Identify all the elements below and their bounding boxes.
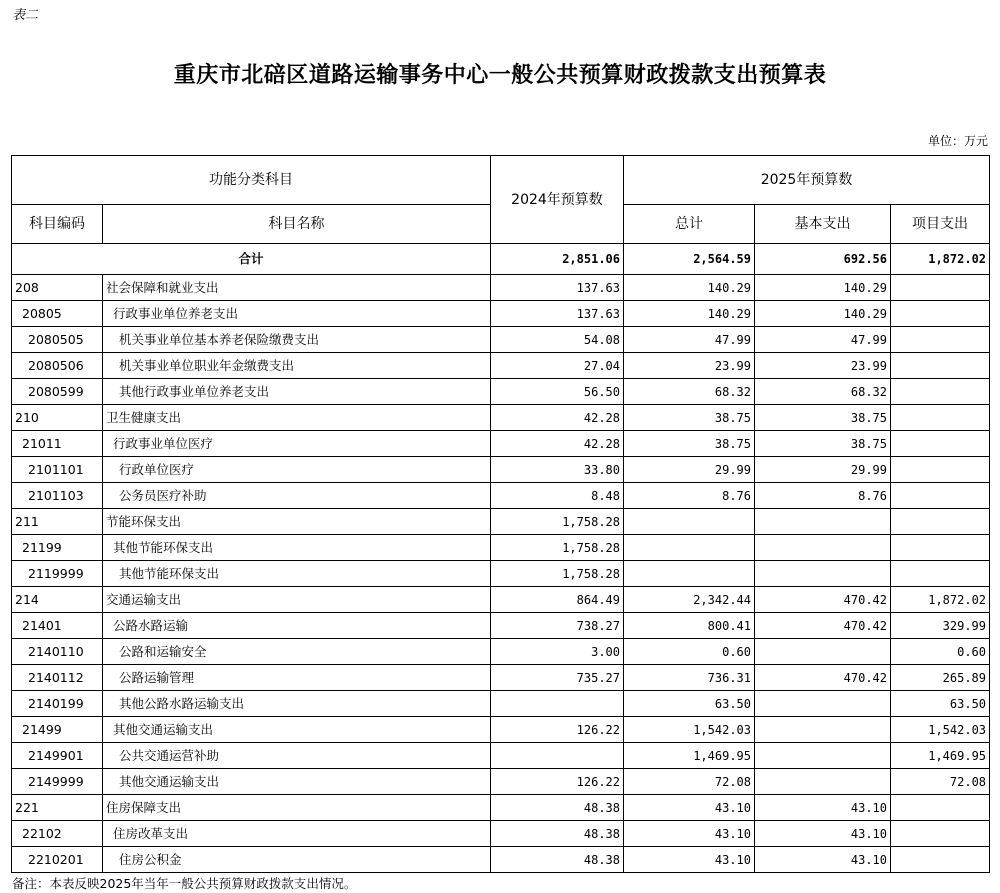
row-total [624, 561, 755, 587]
header-total: 总计 [624, 205, 755, 244]
table-row [12, 717, 990, 743]
row-project: 1,542.03 [891, 717, 990, 743]
header-func-class: 功能分类科目 [12, 156, 491, 205]
table-row [12, 405, 990, 431]
table-row [12, 691, 990, 717]
row-code: 2140112 [12, 665, 103, 691]
table-row [12, 561, 990, 587]
row-project: 1,469.95 [891, 743, 990, 769]
row-basic [755, 743, 891, 769]
row-total: 43.10 [624, 847, 755, 873]
row-name: 公路运输管理 [103, 665, 491, 691]
row-b2024 [491, 691, 624, 717]
row-project: 329.99 [891, 613, 990, 639]
row-total: 800.41 [624, 613, 755, 639]
row-code: 221 [12, 795, 103, 821]
table-row [12, 535, 990, 561]
header-basic: 基本支出 [755, 205, 891, 244]
row-name: 其他交通运输支出 [103, 769, 491, 795]
row-b2024: 27.04 [491, 353, 624, 379]
row-basic: 23.99 [755, 353, 891, 379]
row-basic [755, 691, 891, 717]
total-total: 2,564.59 [624, 244, 755, 275]
row-name: 住房公积金 [103, 847, 491, 873]
row-name: 其他节能环保支出 [103, 561, 491, 587]
row-name: 机关事业单位基本养老保险缴费支出 [103, 327, 491, 353]
row-project: 63.50 [891, 691, 990, 717]
row-project [891, 275, 990, 301]
row-total: 140.29 [624, 275, 755, 301]
header-budget-2025: 2025年预算数 [624, 156, 990, 205]
footnote: 备注：本表反映2025年当年一般公共预算财政拨款支出情况。 [12, 876, 357, 891]
row-project: 1,872.02 [891, 587, 990, 613]
row-name: 住房改革支出 [103, 821, 491, 847]
document-title: 重庆市北碚区道路运输事务中心一般公共预算财政拨款支出预算表 [173, 62, 827, 88]
row-total: 1,542.03 [624, 717, 755, 743]
row-b2024: 126.22 [491, 769, 624, 795]
table-row [12, 587, 990, 613]
row-basic: 43.10 [755, 847, 891, 873]
row-total: 736.31 [624, 665, 755, 691]
table-row [12, 483, 990, 509]
row-project [891, 821, 990, 847]
row-total: 63.50 [624, 691, 755, 717]
row-total: 1,469.95 [624, 743, 755, 769]
row-basic [755, 535, 891, 561]
row-basic: 29.99 [755, 457, 891, 483]
row-total: 68.32 [624, 379, 755, 405]
row-code: 211 [12, 509, 103, 535]
row-name: 住房保障支出 [103, 795, 491, 821]
row-total: 38.75 [624, 431, 755, 457]
header-code: 科目编码 [12, 205, 103, 244]
row-b2024: 3.00 [491, 639, 624, 665]
table-row [12, 769, 990, 795]
row-project [891, 483, 990, 509]
row-code: 2101103 [12, 483, 103, 509]
row-basic: 68.32 [755, 379, 891, 405]
row-b2024: 126.22 [491, 717, 624, 743]
total-row [12, 244, 990, 275]
row-basic: 140.29 [755, 301, 891, 327]
row-name: 其他行政事业单位养老支出 [103, 379, 491, 405]
row-name: 行政事业单位养老支出 [103, 301, 491, 327]
row-code: 2080599 [12, 379, 103, 405]
row-total: 0.60 [624, 639, 755, 665]
row-total: 29.99 [624, 457, 755, 483]
row-b2024: 48.38 [491, 821, 624, 847]
header-budget-2024: 2024年预算数 [491, 156, 624, 244]
row-b2024: 54.08 [491, 327, 624, 353]
row-b2024: 137.63 [491, 275, 624, 301]
row-name: 其他节能环保支出 [103, 535, 491, 561]
row-basic [755, 509, 891, 535]
row-b2024: 864.49 [491, 587, 624, 613]
row-name: 交通运输支出 [103, 587, 491, 613]
table-row [12, 613, 990, 639]
row-name: 公务员医疗补助 [103, 483, 491, 509]
row-code: 2080506 [12, 353, 103, 379]
row-b2024: 48.38 [491, 795, 624, 821]
row-code: 2149999 [12, 769, 103, 795]
row-code: 210 [12, 405, 103, 431]
row-project: 265.89 [891, 665, 990, 691]
row-project [891, 795, 990, 821]
row-total [624, 535, 755, 561]
row-name: 行政单位医疗 [103, 457, 491, 483]
row-basic: 470.42 [755, 665, 891, 691]
row-project [891, 431, 990, 457]
row-total: 140.29 [624, 301, 755, 327]
row-name: 公共交通运营补助 [103, 743, 491, 769]
row-code: 208 [12, 275, 103, 301]
table-row [12, 379, 990, 405]
row-code: 2101101 [12, 457, 103, 483]
row-name: 其他交通运输支出 [103, 717, 491, 743]
row-code: 2140199 [12, 691, 103, 717]
table-row [12, 821, 990, 847]
row-basic: 8.76 [755, 483, 891, 509]
table-row [12, 665, 990, 691]
row-basic: 470.42 [755, 613, 891, 639]
row-name: 机关事业单位职业年金缴费支出 [103, 353, 491, 379]
table-row [12, 743, 990, 769]
row-b2024: 738.27 [491, 613, 624, 639]
row-code: 20805 [12, 301, 103, 327]
row-b2024: 735.27 [491, 665, 624, 691]
row-basic: 43.10 [755, 821, 891, 847]
row-basic [755, 639, 891, 665]
row-code: 214 [12, 587, 103, 613]
row-project: 72.08 [891, 769, 990, 795]
row-total: 38.75 [624, 405, 755, 431]
row-project [891, 301, 990, 327]
row-b2024: 48.38 [491, 847, 624, 873]
row-name: 其他公路水路运输支出 [103, 691, 491, 717]
row-b2024: 8.48 [491, 483, 624, 509]
row-b2024: 56.50 [491, 379, 624, 405]
row-code: 22102 [12, 821, 103, 847]
row-name: 卫生健康支出 [103, 405, 491, 431]
row-code: 2140110 [12, 639, 103, 665]
table-row [12, 639, 990, 665]
row-total [624, 509, 755, 535]
row-project [891, 847, 990, 873]
row-project [891, 561, 990, 587]
table-row [12, 327, 990, 353]
total-project: 1,872.02 [891, 244, 990, 275]
row-name: 公路和运输安全 [103, 639, 491, 665]
table-row [12, 847, 990, 873]
row-project [891, 457, 990, 483]
row-project [891, 353, 990, 379]
table-row [12, 275, 990, 301]
row-code: 2080505 [12, 327, 103, 353]
row-total: 23.99 [624, 353, 755, 379]
row-basic: 470.42 [755, 587, 891, 613]
row-basic [755, 561, 891, 587]
table-row [12, 301, 990, 327]
row-b2024: 1,758.28 [491, 535, 624, 561]
row-basic [755, 769, 891, 795]
row-code: 21401 [12, 613, 103, 639]
table-number-tag: 表二 [12, 8, 39, 23]
row-total: 2,342.44 [624, 587, 755, 613]
row-project [891, 405, 990, 431]
row-name: 行政事业单位医疗 [103, 431, 491, 457]
table-row [12, 795, 990, 821]
row-basic: 140.29 [755, 275, 891, 301]
total-basic: 692.56 [755, 244, 891, 275]
row-b2024: 33.80 [491, 457, 624, 483]
row-basic: 38.75 [755, 405, 891, 431]
row-code: 21199 [12, 535, 103, 561]
row-b2024: 42.28 [491, 431, 624, 457]
header-row-top [12, 156, 990, 205]
row-project [891, 379, 990, 405]
row-b2024: 42.28 [491, 405, 624, 431]
row-basic: 38.75 [755, 431, 891, 457]
row-project [891, 509, 990, 535]
table-row [12, 509, 990, 535]
row-project: 0.60 [891, 639, 990, 665]
row-project [891, 327, 990, 353]
row-total: 43.10 [624, 795, 755, 821]
table-row [12, 431, 990, 457]
table-row [12, 457, 990, 483]
row-basic: 47.99 [755, 327, 891, 353]
row-total: 72.08 [624, 769, 755, 795]
row-code: 21011 [12, 431, 103, 457]
row-basic [755, 717, 891, 743]
total-label: 合计 [12, 244, 491, 275]
row-b2024: 137.63 [491, 301, 624, 327]
row-code: 2119999 [12, 561, 103, 587]
row-total: 43.10 [624, 821, 755, 847]
unit-label: 单位：万元 [927, 134, 988, 148]
row-code: 2210201 [12, 847, 103, 873]
table-row [12, 353, 990, 379]
budget-table [11, 155, 990, 873]
row-name: 公路水路运输 [103, 613, 491, 639]
total-b2024: 2,851.06 [491, 244, 624, 275]
row-total: 8.76 [624, 483, 755, 509]
row-name: 节能环保支出 [103, 509, 491, 535]
row-name: 社会保障和就业支出 [103, 275, 491, 301]
row-code: 2149901 [12, 743, 103, 769]
row-basic: 43.10 [755, 795, 891, 821]
row-total: 47.99 [624, 327, 755, 353]
row-b2024: 1,758.28 [491, 561, 624, 587]
row-code: 21499 [12, 717, 103, 743]
row-b2024 [491, 743, 624, 769]
header-project: 项目支出 [891, 205, 990, 244]
row-b2024: 1,758.28 [491, 509, 624, 535]
row-project [891, 535, 990, 561]
header-name: 科目名称 [103, 205, 491, 244]
